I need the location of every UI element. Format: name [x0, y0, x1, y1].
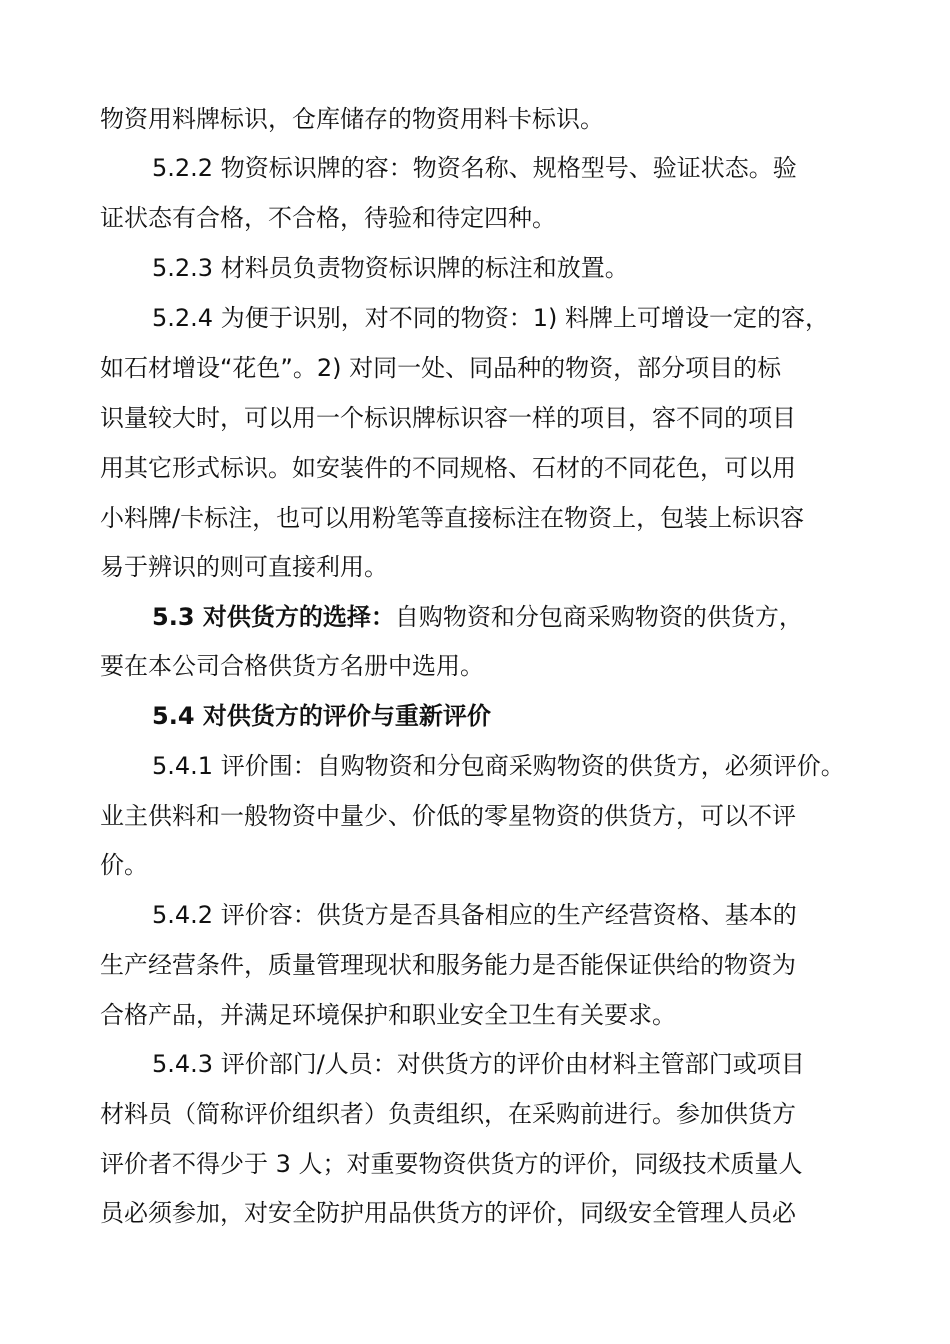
text-line: 合格产品，并满足环境保护和职业安全卫生有关要求。 — [100, 1001, 676, 1029]
text-line: 5.4.3 评价部门/人员：对供货方的评价由材料主管部门或项目 — [152, 1050, 805, 1078]
text-line: 小料牌/卡标注，也可以用粉笔等直接标注在物资上，包装上标识容 — [100, 504, 805, 532]
text-line: 员必须参加，对安全防护用品供货方的评价，同级安全管理人员必 — [100, 1199, 796, 1227]
text-line: 物资用料牌标识，仓库储存的物资用料卡标识。 — [100, 105, 604, 133]
text-line: 易于辨识的则可直接利用。 — [100, 553, 388, 581]
section-5-3-line — [152, 602, 803, 632]
text-line: 用其它形式标识。如安装件的不同规格、石材的不同花色，可以用 — [100, 454, 796, 482]
text-line: 生产经营条件，质量管理现状和服务能力是否能保证供给的物资为 — [100, 951, 796, 979]
text-line: 如石材增设“花色”。2) 对同一处、同品种的物资，部分项目的标 — [100, 354, 782, 382]
text-line: 证状态有合格，不合格，待验和待定四种。 — [100, 204, 556, 232]
text-line: 5.2.4 为便于识别，对不同的物资：1) 料牌上可增设一定的容， — [152, 304, 829, 332]
section-heading-5-4: 5.4 对供货方的评价与重新评价 — [152, 702, 491, 730]
text-line: 要在本公司合格供货方名册中选用。 — [100, 652, 484, 680]
text-line: 5.4.2 评价容：供货方是否具备相应的生产经营资格、基本的 — [152, 901, 797, 929]
text-line: 价。 — [100, 851, 148, 879]
text-line: 材料员（简称评价组织者）负责组织，在采购前进行。参加供货方 — [100, 1100, 796, 1128]
section-heading-5-3: 5.3 对供货方的选择： — [152, 603, 395, 631]
text-span: 自购物资和分包商采购物资的供货方， — [394, 603, 803, 631]
text-line: 5.2.3 材料员负责物资标识牌的标注和放置。 — [152, 254, 629, 282]
text-line: 评价者不得少于 3 人；对重要物资供货方的评价，同级技术质量人 — [100, 1150, 803, 1178]
text-line: 5.4.1 评价围：自购物资和分包商采购物资的供货方，必须评价。 — [152, 752, 845, 780]
text-line: 业主供料和一般物资中量少、价低的零星物资的供货方，可以不评 — [100, 802, 796, 830]
text-line: 识量较大时，可以用一个标识牌标识容一样的项目，容不同的项目 — [100, 404, 796, 432]
text-line: 5.2.2 物资标识牌的容：物资名称、规格型号、验证状态。验 — [152, 154, 797, 182]
